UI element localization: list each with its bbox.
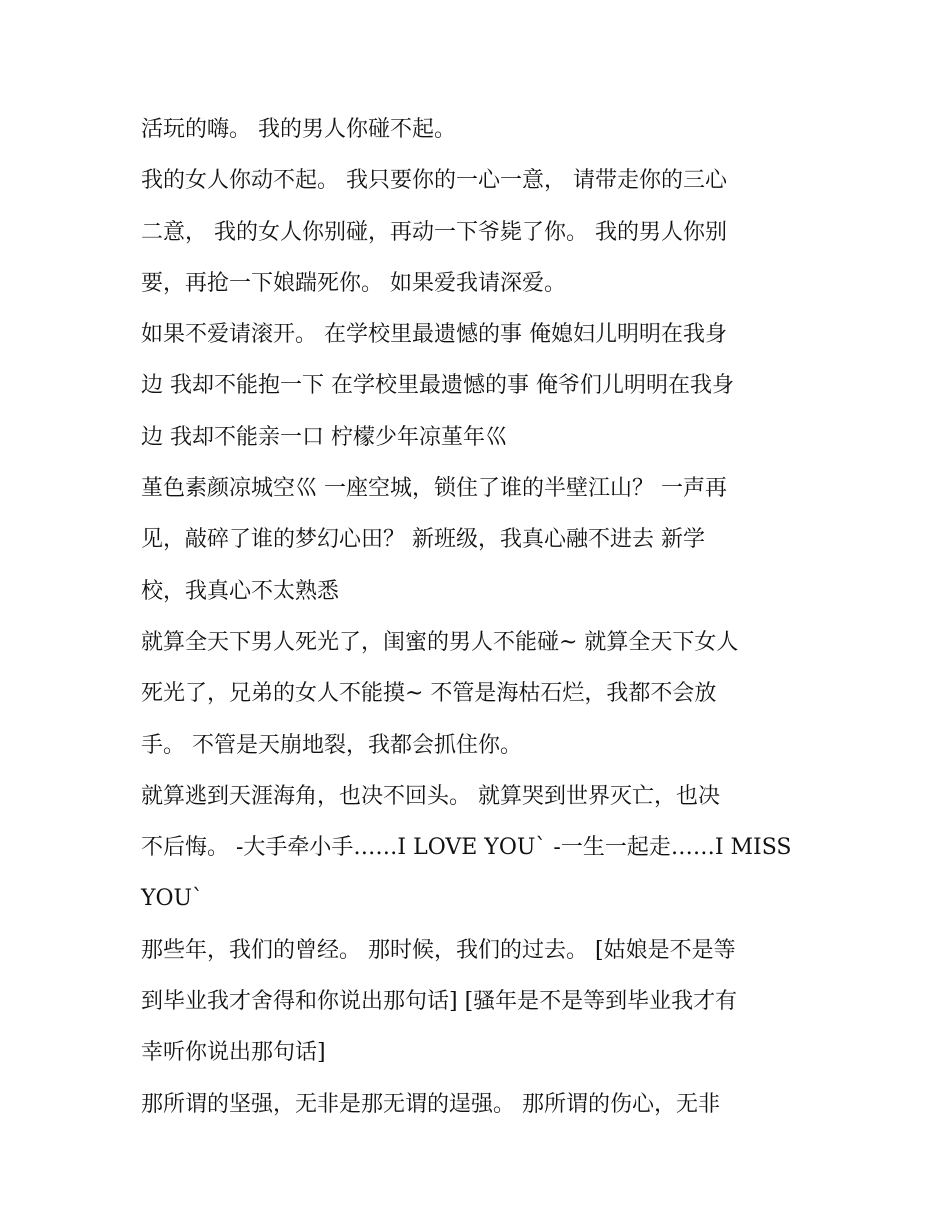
document-body [141,104,821,1130]
text-line: 如果不爱请滚开。 在学校里最遗憾的事 俺媳妇儿明明在我身 [141,322,727,348]
text-line: 幸听你说出那句话] [141,1040,326,1066]
text-line: 死光了，兄弟的女人不能摸~ 不管是海枯石烂，我都不会放 [141,681,717,707]
text-line: 不后悔。 -大手牵小手……I LOVE YOU` -一生一起走……I MISS [141,835,792,861]
text-line: 二意， 我的女人你别碰，再动一下爷毙了你。 我的男人你别 [141,219,727,245]
text-line: 校，我真心不太熟悉 [141,578,340,604]
text-line: 堇色素颜凉城空巛 一座空城，锁住了谁的半壁江山？ 一声再 [141,476,727,502]
text-line: 那些年，我们的曾经。 那时候，我们的过去。 [姑娘是不是等 [141,937,736,963]
text-line: YOU` [141,886,204,912]
text-line: 活玩的嗨。 我的男人你碰不起。 [141,117,456,142]
text-line: 要，再抢一下娘踹死你。 如果爱我请深爱。 [141,270,566,296]
text-line: 边 我却不能亲一口 柠檬少年凉堇年巛 [141,424,507,450]
text-line: 手。 不管是天崩地裂，我都会抓住你。 [141,732,522,758]
text-line: 边 我却不能抱一下 在学校里最遗憾的事 俺爷们儿明明在我身 [141,373,734,399]
text-line: 我的女人你动不起。 我只要你的一心一意， 请带走你的三心 [141,168,727,194]
text-line: 就算逃到天涯海角，也决不回头。 就算哭到世界灭亡，也决 [141,783,720,809]
text-line: 那所谓的坚强，无非是那无谓的逞强。 那所谓的伤心，无非 [141,1091,720,1117]
text-line: 见，敲碎了谁的梦幻心田？ 新班级，我真心融不进去 新学 [141,527,705,553]
text-line: 就算全天下男人死光了，闺蜜的男人不能碰~ 就算全天下女人 [141,629,739,655]
text-line: 到毕业我才舍得和你说出那句话] [骚年是不是等到毕业我才有 [141,989,738,1015]
